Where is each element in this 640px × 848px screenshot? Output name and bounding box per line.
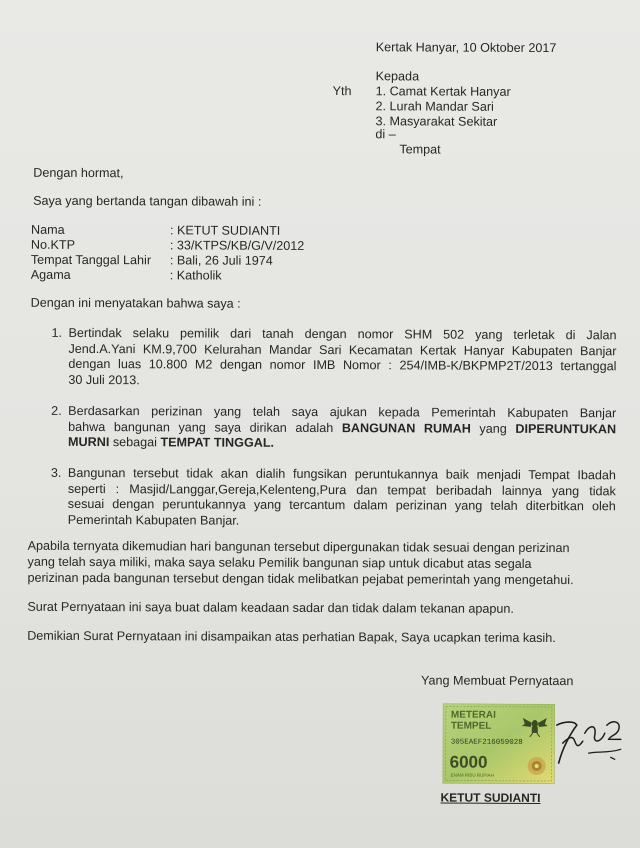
- recipient-2: 2. Lurah Mandar Sari: [375, 99, 494, 114]
- point-3-line-4: Pemerintah Kabupaten Banjar.: [67, 512, 240, 528]
- svg-text:METERAI: METERAI: [450, 709, 496, 721]
- signer-name: KETUT SUDIANTI: [440, 790, 541, 805]
- point-1-line-1: Bertindak selaku pemilik dari tanah dengan nomor SHM 502 yang terletak di Jalan: [68, 325, 617, 343]
- closing-line-3: perizinan pada bangunan tersebut dengan tidak melibatkan pejabat pemerintah yang mengetahui.: [27, 570, 574, 588]
- tempat-label: Tempat: [399, 142, 441, 157]
- point-2-text-pre: bahwa bangunan yang saya dirikan adalah: [68, 419, 342, 435]
- identity-value-religion: : Katholik: [169, 268, 222, 283]
- identity-value-name: : KETUT SUDIANTI: [169, 223, 281, 238]
- identity-label-birth: Tempat Tanggal Lahir: [30, 252, 152, 268]
- point-3-line-2: seperti : Masjid/Langgar,Gereja,Kelenteng,Pura dan tempat beribadah lainnya yang tidak: [67, 481, 616, 498]
- point-2-bold-bangunan: BANGUNAN RUMAH: [341, 420, 471, 436]
- identity-label-religion: Agama: [30, 267, 71, 282]
- point-1-line-4: 30 Juli 2013.: [68, 372, 140, 387]
- meterai-stamp: [443, 704, 555, 784]
- statement-intro: Dengan ini menyatakan bahwa saya :: [30, 295, 241, 311]
- svg-text:6000: 6000: [449, 752, 488, 772]
- recipient-3: 3. Masyarakat Sekitar: [375, 114, 498, 129]
- closing-line-1: Apabila ternyata dikemudian hari bangunan tersebut dipergunakan tidak sesuai dengan perizinan: [27, 538, 570, 556]
- svg-text:ENAM RIBU RUPIAH: ENAM RIBU RUPIAH: [450, 772, 494, 778]
- svg-text:TEMPEL: TEMPEL: [450, 720, 492, 732]
- handwritten-signature: [549, 713, 631, 777]
- point-3-line-1: Bangunan tersebut tidak akan dialih fungsikan peruntukannya baik menjadi Tempat Ibadah: [67, 465, 616, 483]
- identity-label-name: Nama: [30, 222, 65, 237]
- signature-heading: Yang Membuat Pernyataan: [421, 673, 574, 689]
- point-1-line-3: dengan luas 10.800 M2 dengan nomor IMB Nomor : 254/IMB-K/BKPMP2T/2013 tertanggal: [68, 356, 617, 374]
- closing-line-2: yang telah saya miliki, maka saya selaku Pemilik bangunan siap untuk dicabut atas segala: [27, 554, 532, 571]
- di-label: di –: [375, 127, 396, 142]
- identity-value-ktp: : 33/KTPS/KB/G/V/2012: [169, 238, 305, 253]
- recipient-1: 1. Camat Kertak Hanyar: [375, 84, 511, 99]
- identity-label-ktp: No.KTP: [30, 237, 76, 252]
- point-number-1: 1.: [51, 325, 63, 340]
- point-2-bold-diperuntukan: DIPERUNTUKAN: [515, 421, 617, 436]
- kepada-label: Kepada: [375, 69, 420, 84]
- point-1-text: [68, 326, 616, 390]
- svg-text:305EAEF216059028: 305EAEF216059028: [450, 738, 523, 747]
- point-2-bold-murni: MURNI: [68, 434, 110, 450]
- point-2-line-3: [68, 435, 616, 453]
- place-date: Kertak Hanyar, 10 Oktober 2017: [375, 40, 557, 56]
- point-number-3: 3.: [50, 465, 62, 480]
- point-2-text-sebagai: sebagai: [109, 435, 161, 450]
- salutation: Dengan hormat,: [33, 165, 124, 181]
- point-3-line-3: sesuai dengan peruntukannya yang tercantum dalam perizinan yang telah diterbitkan oleh: [67, 496, 616, 514]
- point-2-bold-tempat-tinggal: TEMPAT TINGGAL.: [160, 435, 275, 450]
- point-2-line-1: Berdasarkan perizinan yang telah saya ajukan kepada Pemerintah Kabupaten Banjar: [68, 403, 617, 421]
- point-3-text: [68, 466, 616, 530]
- point-number-2: 2.: [51, 403, 62, 418]
- identity-value-birth: : Bali, 26 Juli 1974: [169, 253, 273, 268]
- point-2-text: [68, 404, 616, 453]
- point-1-line-2: Jend.A.Yani KM.9,700 Kelurahan Mandar Sari Kecamatan Kertak Hanyar Kabupaten Banjar: [68, 341, 617, 358]
- point-2-text-mid: yang: [470, 421, 516, 436]
- intro-text: Saya yang bertanda tangan dibawah ini :: [33, 193, 262, 209]
- awareness-statement: Surat Pernyataan ini saya buat dalam keadaan sadar dan tidak dalam tekanan apapun.: [27, 599, 514, 616]
- thanks-statement: Demikian Surat Pernyataan ini disampaikan atas perhatian Bapak, Saya ucapkan terima kasih.: [27, 628, 556, 646]
- yth-label: Yth: [332, 84, 352, 99]
